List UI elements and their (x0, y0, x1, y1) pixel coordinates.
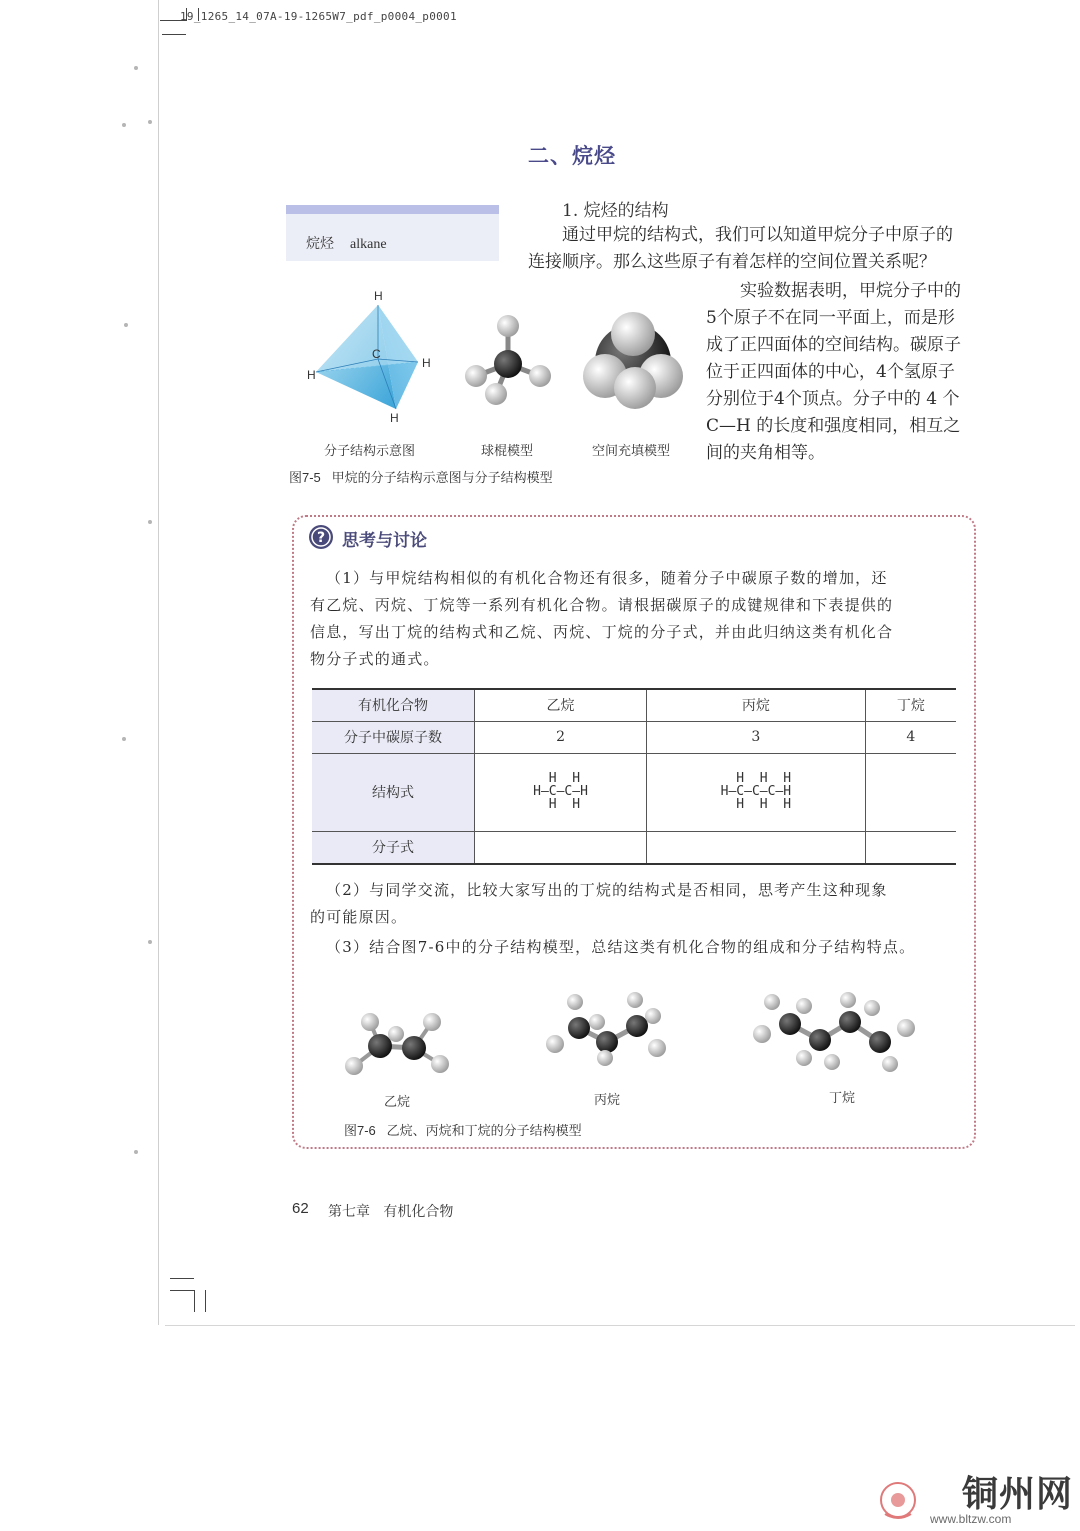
scan-dot (148, 120, 152, 124)
scan-dot (122, 737, 126, 741)
page-bottom-edge (165, 1325, 1075, 1326)
table-cell: 2 (475, 721, 647, 753)
hydrogen-atom (645, 1008, 661, 1024)
hydrogen-atom (465, 365, 487, 387)
explanation-line: 分别位于4个顶点。分子中的 4 个 (706, 389, 960, 409)
carbon-atom (494, 350, 522, 378)
carbon-atom (869, 1031, 891, 1053)
label-schematic: 分子结构示意图 (324, 444, 416, 459)
scan-dot (122, 123, 126, 127)
question-1-line: 信息，写出丁烷的结构式和乙烷、丙烷、丁烷的分子式，并由此归纳这类有机化合 (310, 623, 894, 641)
question-1-line: 物分子式的通式。 (310, 650, 440, 668)
intro-line-1: 通过甲烷的结构式，我们可以知道甲烷分子中原子的 (562, 225, 953, 245)
tetra-face-back (316, 305, 418, 372)
scan-dot (148, 940, 152, 944)
hydrogen-atom (796, 1050, 812, 1066)
ethane-model (340, 1008, 455, 1083)
table-cell-blank (865, 831, 956, 864)
alkane-table (312, 688, 956, 865)
hydrogen-atom (614, 367, 656, 409)
hydrogen-atom (648, 1039, 666, 1057)
hydrogen-atom (753, 1025, 771, 1043)
label-propane: 丙烷 (594, 1093, 621, 1108)
label-ball-stick: 球棍模型 (481, 444, 534, 459)
svg-text:?: ? (316, 530, 326, 546)
hydrogen-atom (597, 1050, 613, 1066)
crop-mark (162, 34, 186, 35)
table-cell: 4 (865, 721, 956, 753)
hydrogen-atom (345, 1057, 363, 1075)
watermark-logo-icon (873, 1480, 923, 1522)
scan-dot (148, 520, 152, 524)
table-cell-blank (475, 831, 647, 864)
explanation-line: 位于正四面体的中心，4个氢原子 (706, 362, 955, 382)
crop-mark (194, 1290, 195, 1312)
table-header-cell: 有机化合物 (312, 689, 475, 721)
methane-ball-stick-model (462, 312, 554, 408)
hydrogen-atom (529, 365, 551, 387)
atom-label-h-right: H (422, 356, 431, 370)
ethane-structural-formula: H H H—C—C—H H H (533, 771, 588, 812)
intro-line-2: 连接顺序。那么这些原子有着怎样的空间位置关系呢？ (528, 252, 936, 272)
hydrogen-atom (546, 1035, 564, 1053)
watermark-url: www.bltzw.com (930, 1512, 1012, 1526)
carbon-atom (568, 1017, 590, 1039)
carbon-atom (839, 1011, 861, 1033)
glossary-term: 烷烃 (306, 236, 334, 252)
carbon-atom (596, 1031, 618, 1053)
scan-dot (134, 1150, 138, 1154)
hydrogen-atom (431, 1055, 449, 1073)
hydrogen-atom (882, 1056, 898, 1072)
carbon-atom (626, 1015, 648, 1037)
hydrogen-atom (824, 1054, 840, 1070)
question-1-line: （1）与甲烷结构相似的有机化合物还有很多，随着分子中碳原子数的增加，还 (326, 569, 888, 587)
hydrogen-atom (897, 1019, 915, 1037)
hydrogen-atom (423, 1013, 441, 1031)
label-space-fill: 空间充填模型 (592, 444, 671, 459)
crop-mark (205, 1290, 206, 1312)
figure-7-6-caption: 图7-6 乙烷、丙烷和丁烷的分子结构模型 (344, 1123, 582, 1138)
label-ethane: 乙烷 (384, 1095, 411, 1110)
glossary-bar (286, 205, 499, 214)
explanation-line: C—H 的长度和强度相同，相互之 (706, 416, 961, 436)
hydrogen-atom (840, 992, 856, 1008)
table-row (312, 689, 956, 721)
atom-label-h-left: H (307, 368, 316, 382)
propane-model (545, 992, 670, 1067)
hydrogen-atom (567, 994, 583, 1010)
section-title: 二、烷烃 (528, 143, 616, 168)
question-icon (308, 524, 334, 550)
question-3-line: （3）结合图7-6中的分子结构模型，总结这类有机化合物的组成和分子结构特点。 (326, 938, 916, 956)
crop-mark (170, 1290, 194, 1291)
carbon-atom (779, 1013, 801, 1035)
table-cell (647, 753, 866, 831)
hydrogen-atom (589, 1014, 605, 1030)
page-number: 62 (292, 1200, 309, 1217)
table-header-cell: 丙烷 (647, 689, 866, 721)
discussion-title: 思考与讨论 (342, 531, 427, 551)
table-header-cell: 乙烷 (475, 689, 647, 721)
hydrogen-atom (627, 992, 643, 1008)
glossary-english: alkane (350, 237, 387, 252)
intro-paragraph (528, 222, 988, 276)
table-header-cell: 丁烷 (865, 689, 956, 721)
atom-label-h-bottom: H (390, 411, 399, 425)
question-3 (310, 934, 960, 961)
explanation-line: 间的夹角相等。 (706, 443, 825, 463)
explanation-line: 5个原子不在同一平面上，而是形 (706, 308, 955, 328)
carbon-atom (368, 1034, 392, 1058)
crop-mark (170, 1278, 194, 1279)
hydrogen-atom (864, 1000, 880, 1016)
scan-dot (134, 66, 138, 70)
hydrogen-atom (796, 998, 812, 1014)
question-1-line: 有乙烷、丙烷、丁烷等一系列有机化合物。请根据碳原子的成键规律和下表提供的 (310, 596, 894, 614)
question-2-line: （2）与同学交流，比较大家写出的丁烷的结构式是否相同，思考产生这种现象 (326, 881, 888, 899)
table-cell-blank (865, 753, 956, 831)
table-cell: 分子式 (312, 831, 475, 864)
page-edge (158, 0, 159, 1325)
hydrogen-atom (361, 1013, 379, 1031)
glossary-entry (306, 233, 387, 253)
scan-header-code: 19_1265_14_07A-19-1265W7_pdf_p0004_p0001 (180, 10, 457, 23)
subsection-title: 1. 烷烃的结构 (562, 201, 669, 221)
hydrogen-atom (611, 312, 655, 356)
table-row (312, 721, 956, 753)
question-2-line: 的可能原因。 (310, 908, 408, 926)
question-1 (310, 565, 960, 673)
table-cell-blank (647, 831, 866, 864)
hydrogen-atom (497, 315, 519, 337)
table-row (312, 831, 956, 864)
table-cell: 3 (647, 721, 866, 753)
butane-model (752, 990, 920, 1075)
atom-label-c: C (372, 347, 381, 361)
explanation-line: 成了正四面体的空间结构。碳原子 (706, 335, 961, 355)
figure-7-5-caption: 图7-5 甲烷的分子结构示意图与分子结构模型 (289, 470, 553, 485)
table-cell: 结构式 (312, 753, 475, 831)
explanation-line: 实验数据表明，甲烷分子中的 (740, 281, 961, 301)
watermark-brand: 铜州网 (962, 1473, 1074, 1514)
table-cell: 分子中碳原子数 (312, 721, 475, 753)
scan-dot (124, 323, 128, 327)
carbon-atom (402, 1036, 426, 1060)
table-row (312, 753, 956, 831)
methane-space-filling-model (583, 310, 683, 410)
question-2 (310, 877, 960, 931)
label-butane: 丁烷 (829, 1091, 856, 1106)
carbon-atom (809, 1029, 831, 1051)
chapter-title: 第七章 有机化合物 (328, 1204, 454, 1220)
propane-structural-formula: H H H H—C—C—C—H H H H (720, 771, 792, 812)
explanation-paragraph (706, 278, 986, 467)
atom-label-h-top: H (374, 289, 383, 303)
table-cell (475, 753, 647, 831)
hydrogen-atom (485, 383, 507, 405)
hydrogen-atom (764, 994, 780, 1010)
hydrogen-atom (388, 1026, 404, 1042)
